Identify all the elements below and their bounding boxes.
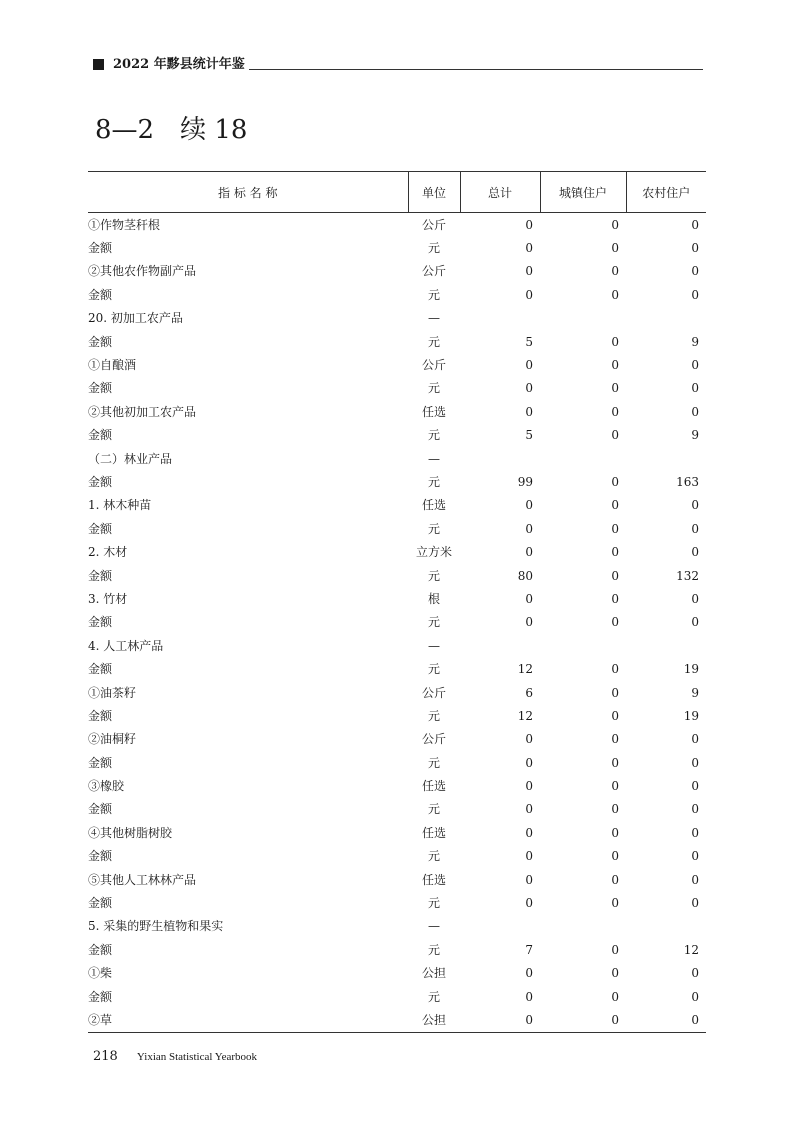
table-row: [88, 634, 706, 657]
table-row: [88, 962, 706, 985]
row-rural: 0: [691, 287, 699, 302]
row-total: [460, 634, 540, 657]
row-urban: 0: [611, 896, 619, 911]
row-total: 0: [525, 545, 533, 560]
table-row: [88, 938, 706, 961]
row-name: 金额: [88, 615, 113, 630]
row-unit: 任选: [421, 404, 446, 419]
row-rural: 9: [691, 334, 699, 349]
column-header-unit: 单位: [408, 172, 460, 213]
row-name: ①作物茎秆根: [88, 217, 161, 232]
table-row: [88, 236, 706, 259]
row-name: 金额: [88, 802, 113, 817]
row-rural: 0: [691, 989, 699, 1004]
table-header-row: [88, 172, 706, 213]
row-unit: 公担: [421, 966, 446, 981]
row-total: 0: [525, 615, 533, 630]
row-name: ④其他树脂树胶: [88, 825, 173, 840]
row-name: 金额: [88, 241, 113, 256]
row-unit: —: [428, 638, 440, 653]
row-total: 0: [525, 264, 533, 279]
row-unit: 公担: [408, 1008, 460, 1032]
row-urban: 0: [611, 428, 619, 443]
page-header: [93, 56, 703, 76]
page-footer: [93, 1045, 257, 1064]
row-rural: 0: [691, 521, 699, 536]
table-body: [88, 213, 706, 1033]
row-urban: 0: [611, 802, 619, 817]
row-urban: [540, 634, 626, 657]
row-unit: 任选: [421, 872, 446, 887]
row-rural: 0: [691, 358, 699, 373]
row-unit: —: [428, 311, 440, 326]
row-urban: 0: [611, 708, 619, 723]
row-total: 99: [517, 474, 533, 489]
table-row: [88, 681, 706, 704]
row-rural: 0: [691, 755, 699, 770]
row-rural: 0: [691, 615, 699, 630]
row-rural: 0: [691, 802, 699, 817]
row-name: 金额: [88, 474, 113, 489]
row-rural: 0: [691, 732, 699, 747]
row-urban: 0: [540, 1008, 626, 1032]
row-unit: 元: [427, 802, 440, 817]
row-unit: 根: [427, 591, 440, 606]
row-name: 20. 初加工农产品: [88, 311, 183, 326]
row-total: 0: [525, 802, 533, 817]
row-name: 5. 采集的野生植物和果实: [88, 919, 224, 934]
header-square-marker: [93, 59, 104, 70]
row-total: 0: [525, 989, 533, 1004]
row-rural: 0: [691, 849, 699, 864]
row-total: 0: [525, 404, 533, 419]
row-total: 0: [525, 849, 533, 864]
column-header-urban: 城镇住户: [540, 172, 626, 213]
row-name: 金额: [88, 989, 113, 1004]
row-urban: 0: [611, 287, 619, 302]
row-name: （二）林业产品: [88, 451, 173, 466]
row-total: 5: [525, 334, 533, 349]
row-urban: [540, 915, 626, 938]
table-row: [88, 774, 706, 797]
row-rural: 19: [683, 662, 699, 677]
row-name: ②其他农作物副产品: [88, 264, 197, 279]
row-urban: 0: [611, 825, 619, 840]
row-urban: 0: [611, 662, 619, 677]
row-name: 金额: [88, 334, 113, 349]
row-name: ③橡胶: [88, 779, 125, 794]
table-row: [88, 400, 706, 423]
row-rural: 0: [691, 217, 699, 232]
row-urban: 0: [611, 358, 619, 373]
row-rural: 132: [676, 568, 699, 583]
table-row: [88, 751, 706, 774]
row-total: 6: [525, 685, 533, 700]
row-urban: 0: [611, 849, 619, 864]
row-rural: [626, 447, 706, 470]
row-urban: 0: [611, 498, 619, 513]
row-urban: 0: [611, 966, 619, 981]
row-unit: 元: [427, 896, 440, 911]
header-title: 2022 年黟县统计年鉴: [113, 57, 245, 72]
row-urban: 0: [611, 732, 619, 747]
table-row: [88, 985, 706, 1008]
row-total: 5: [525, 428, 533, 443]
table-row: [88, 283, 706, 306]
row-urban: 0: [611, 241, 619, 256]
row-unit: 立方米: [415, 545, 452, 560]
row-unit: 元: [427, 942, 440, 957]
row-urban: 0: [611, 591, 619, 606]
column-header-rural: 农村住户: [626, 172, 706, 213]
row-unit: 元: [427, 989, 440, 1004]
row-urban: 0: [611, 334, 619, 349]
row-unit: 任选: [421, 498, 446, 513]
row-name: 金额: [88, 708, 113, 723]
row-rural: 0: [691, 264, 699, 279]
row-name: 金额: [88, 942, 113, 957]
row-name: ①油茶籽: [88, 685, 137, 700]
publication-title: Yixian Statistical Yearbook: [136, 1051, 257, 1063]
row-urban: 0: [611, 521, 619, 536]
row-urban: [540, 447, 626, 470]
row-total: 7: [525, 942, 533, 957]
row-unit: 元: [427, 241, 440, 256]
row-unit: —: [428, 451, 440, 466]
table-row: [88, 657, 706, 680]
row-unit: 公斤: [421, 217, 446, 232]
row-unit: 元: [427, 568, 440, 583]
header-rule: [249, 69, 703, 70]
row-name: 2. 木材: [88, 545, 128, 560]
row-rural: 0: [626, 1008, 706, 1032]
row-rural: 0: [691, 381, 699, 396]
row-rural: 0: [691, 896, 699, 911]
row-name: 金额: [88, 287, 113, 302]
row-name: ②草: [88, 1008, 408, 1032]
row-name: 金额: [88, 521, 113, 536]
row-urban: 0: [611, 685, 619, 700]
row-unit: 元: [427, 428, 440, 443]
column-header-total: 总计: [460, 172, 540, 213]
row-total: 12: [517, 662, 533, 677]
row-name: 金额: [88, 381, 113, 396]
row-rural: [626, 634, 706, 657]
row-total: 80: [517, 568, 533, 583]
row-rural: 12: [683, 942, 699, 957]
row-unit: 元: [427, 287, 440, 302]
row-urban: 0: [611, 264, 619, 279]
row-name: 金额: [88, 568, 113, 583]
row-total: 0: [525, 872, 533, 887]
row-unit: 元: [427, 474, 440, 489]
table-row: [88, 424, 706, 447]
row-rural: 163: [676, 474, 699, 489]
row-name: ②油桐籽: [88, 732, 137, 747]
row-total: 12: [517, 708, 533, 723]
row-total: 0: [525, 521, 533, 536]
row-name: ①自酿酒: [88, 358, 137, 373]
table-row: [88, 447, 706, 470]
row-unit: 公斤: [421, 685, 446, 700]
row-urban: 0: [611, 217, 619, 232]
row-urban: 0: [611, 942, 619, 957]
row-name: ⑤其他人工林林产品: [88, 872, 197, 887]
row-total: 0: [525, 217, 533, 232]
row-total: [460, 307, 540, 330]
row-total: 0: [525, 755, 533, 770]
row-rural: 0: [691, 545, 699, 560]
row-rural: 0: [691, 404, 699, 419]
table-row: [88, 728, 706, 751]
row-total: 0: [460, 1008, 540, 1032]
row-name: 金额: [88, 428, 113, 443]
row-name: 3. 竹材: [88, 591, 128, 606]
table-row: [88, 821, 706, 844]
row-total: 0: [525, 779, 533, 794]
row-total: 0: [525, 591, 533, 606]
row-unit: 元: [427, 662, 440, 677]
row-urban: 0: [611, 779, 619, 794]
row-rural: 0: [691, 825, 699, 840]
row-unit: 元: [427, 521, 440, 536]
table-row: [88, 470, 706, 493]
row-name: 金额: [88, 755, 113, 770]
page-number: 218: [93, 1049, 118, 1064]
table-row: [88, 377, 706, 400]
row-unit: 元: [427, 755, 440, 770]
row-name: ①柴: [88, 966, 113, 981]
row-rural: 0: [691, 966, 699, 981]
table-row: [88, 494, 706, 517]
row-name: 金额: [88, 849, 113, 864]
row-total: [460, 915, 540, 938]
row-urban: 0: [611, 545, 619, 560]
row-rural: 19: [683, 708, 699, 723]
table-row: [88, 260, 706, 283]
row-total: 0: [525, 381, 533, 396]
row-rural: 0: [691, 498, 699, 513]
row-urban: 0: [611, 474, 619, 489]
table-row: [88, 517, 706, 540]
row-rural: 0: [691, 872, 699, 887]
row-total: [460, 447, 540, 470]
row-urban: 0: [611, 381, 619, 396]
row-rural: 0: [691, 779, 699, 794]
row-rural: 0: [691, 591, 699, 606]
row-rural: 0: [691, 241, 699, 256]
row-name: 金额: [88, 662, 113, 677]
table-row: [88, 845, 706, 868]
row-urban: 0: [611, 989, 619, 1004]
row-unit: —: [428, 919, 440, 934]
row-unit: 元: [427, 334, 440, 349]
row-rural: 9: [691, 685, 699, 700]
table-row: [88, 704, 706, 727]
row-urban: 0: [611, 615, 619, 630]
table-row: [88, 915, 706, 938]
row-unit: 元: [427, 849, 440, 864]
row-unit: 元: [427, 708, 440, 723]
row-rural: [626, 307, 706, 330]
row-name: ②其他初加工农产品: [88, 404, 197, 419]
table-row: [88, 307, 706, 330]
table-row: [88, 868, 706, 891]
row-total: 0: [525, 358, 533, 373]
row-total: 0: [525, 732, 533, 747]
row-total: 0: [525, 966, 533, 981]
table-row: [88, 891, 706, 914]
table-row: [88, 587, 706, 610]
section-title: 8—2 续 18: [95, 115, 248, 145]
row-unit: 任选: [421, 825, 446, 840]
row-unit: 元: [427, 381, 440, 396]
row-name: 4. 人工林产品: [88, 638, 164, 653]
row-name: 金额: [88, 896, 113, 911]
row-unit: 公斤: [421, 264, 446, 279]
row-unit: 元: [427, 615, 440, 630]
table-row: [88, 1008, 706, 1032]
row-urban: 0: [611, 568, 619, 583]
row-total: 0: [525, 896, 533, 911]
table-row: [88, 213, 706, 237]
row-total: 0: [525, 498, 533, 513]
row-total: 0: [525, 287, 533, 302]
row-urban: [540, 307, 626, 330]
row-unit: 任选: [421, 779, 446, 794]
row-urban: 0: [611, 872, 619, 887]
row-rural: 9: [691, 428, 699, 443]
row-urban: 0: [611, 404, 619, 419]
table-row: [88, 540, 706, 563]
row-unit: 公斤: [421, 358, 446, 373]
column-header-indicator: 指 标 名 称: [88, 172, 408, 213]
table-row: [88, 353, 706, 376]
table-row: [88, 330, 706, 353]
table-row: [88, 564, 706, 587]
row-urban: 0: [611, 755, 619, 770]
row-unit: 公斤: [421, 732, 446, 747]
row-total: 0: [525, 241, 533, 256]
row-name: 1. 林木种苗: [88, 498, 152, 513]
row-total: 0: [525, 825, 533, 840]
table-row: [88, 798, 706, 821]
statistics-table: [88, 171, 706, 1033]
table-row: [88, 611, 706, 634]
row-rural: [626, 915, 706, 938]
